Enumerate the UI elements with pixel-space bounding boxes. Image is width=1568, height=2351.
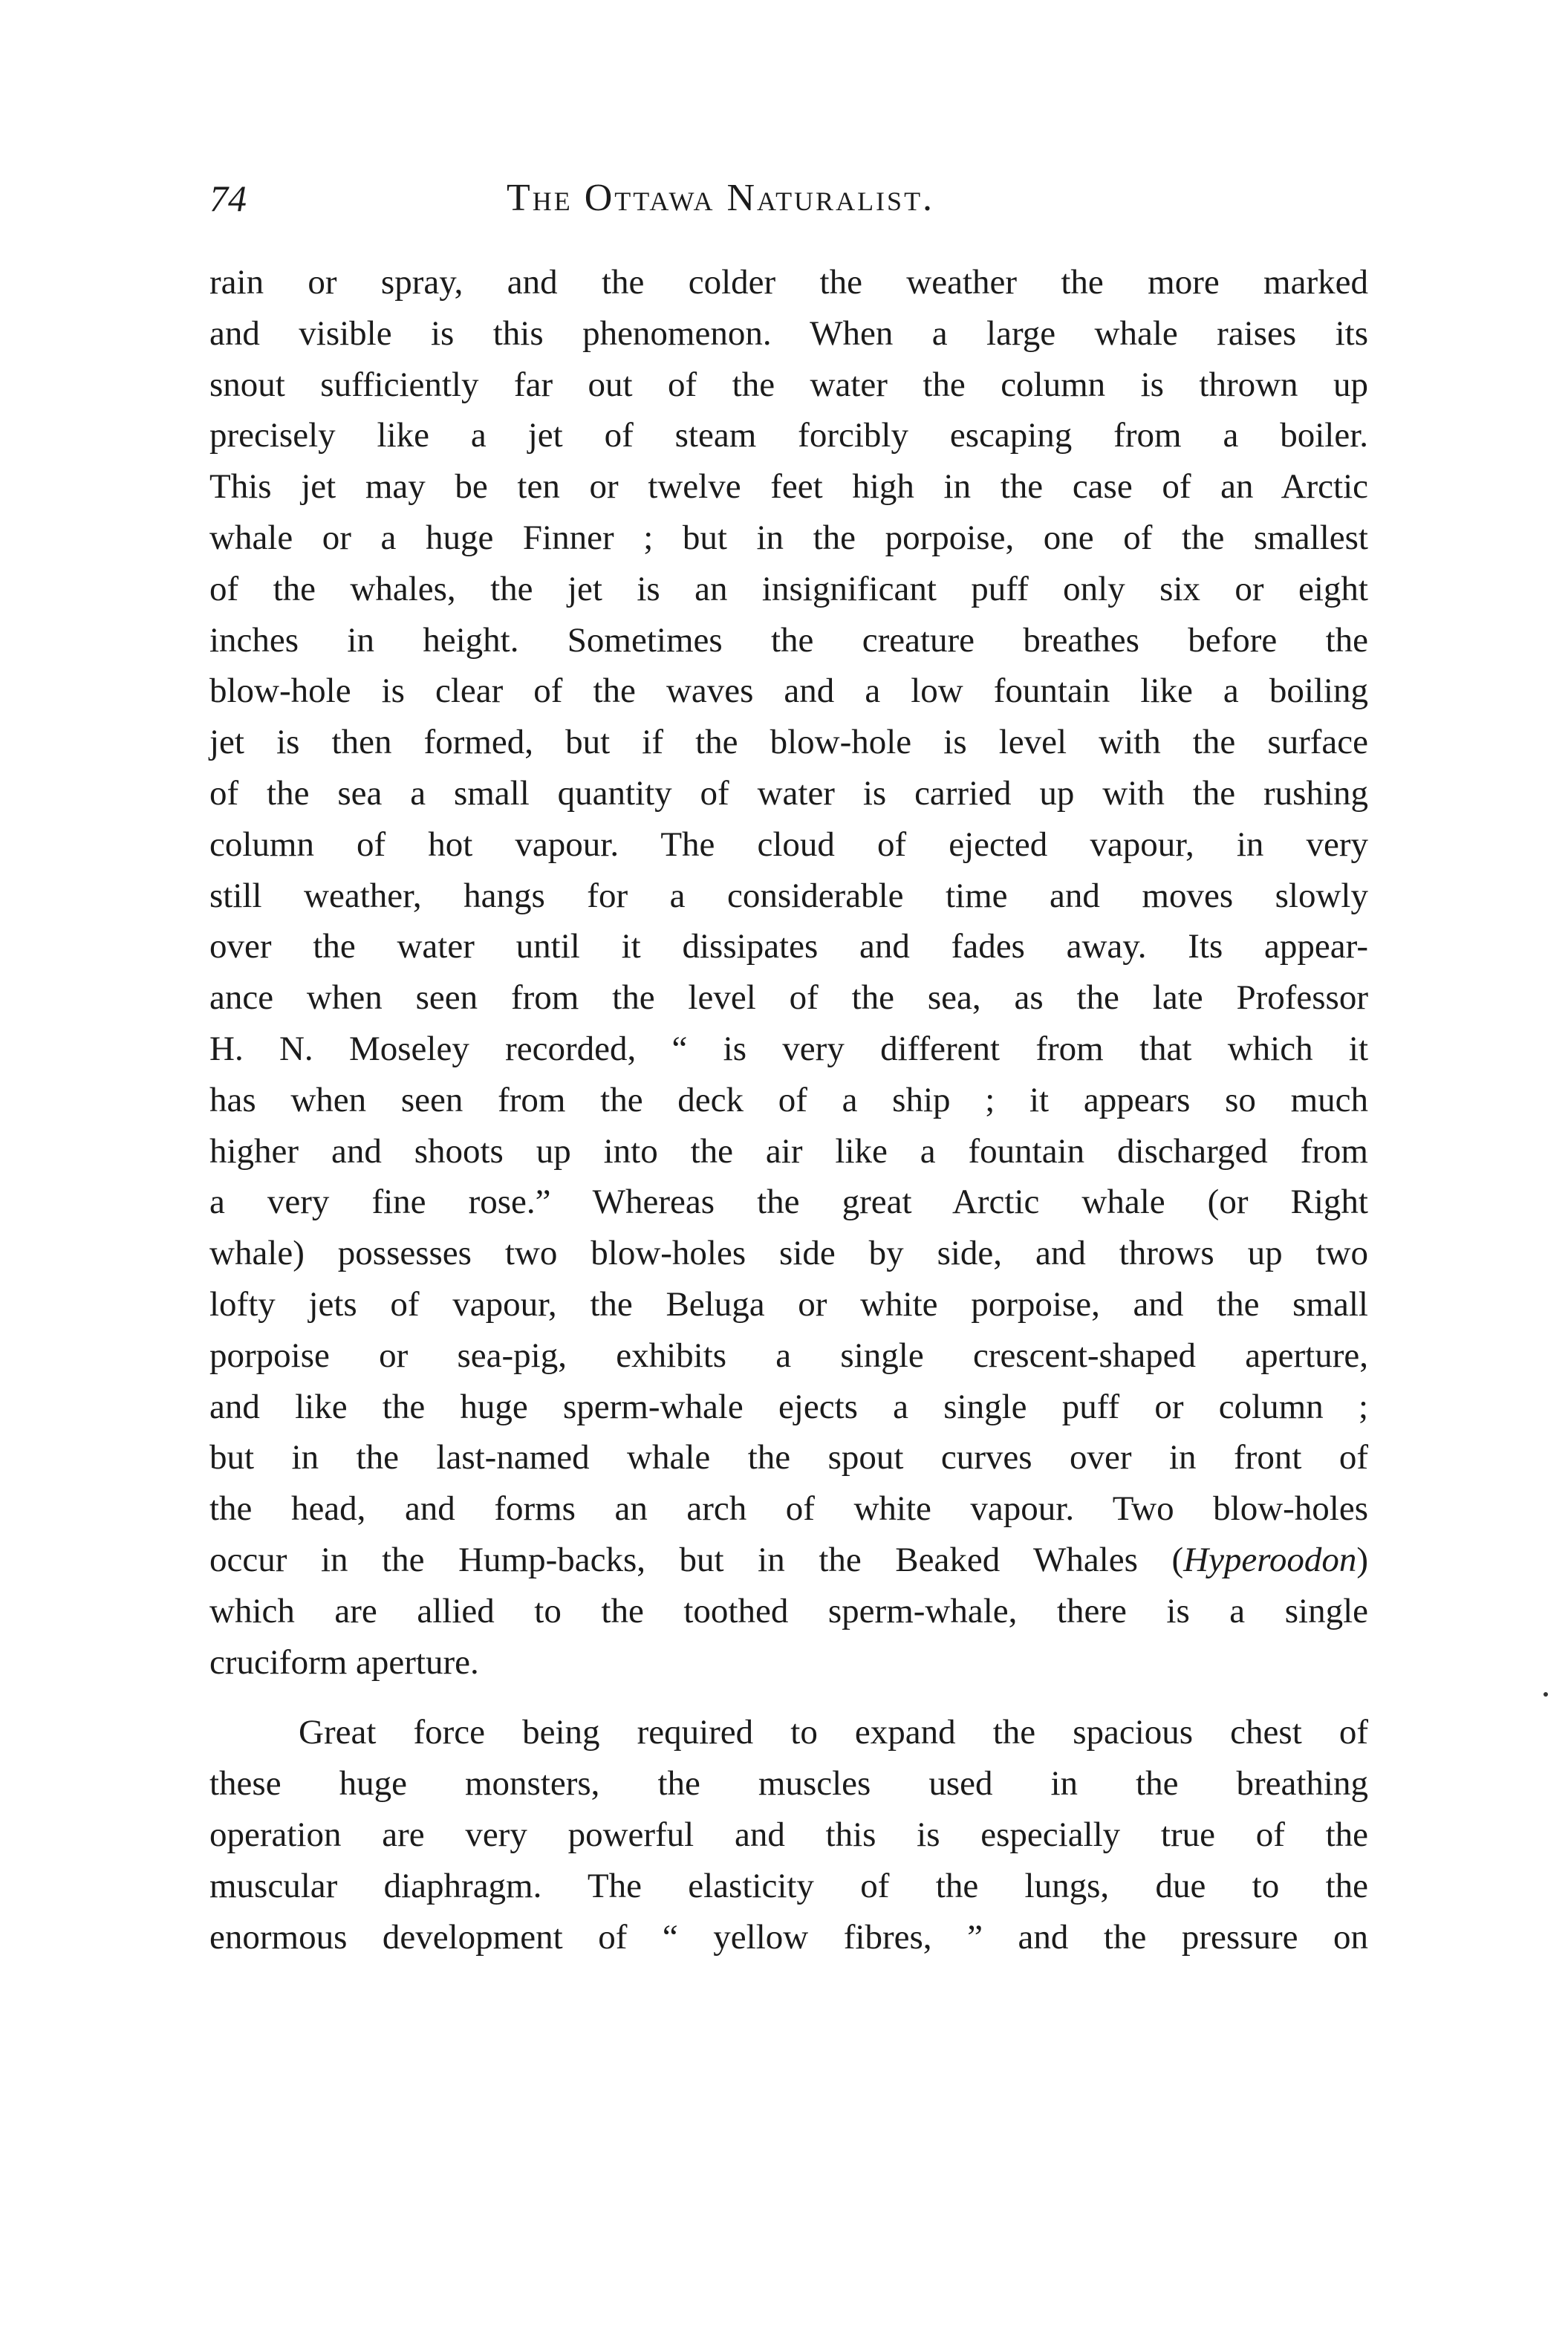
text-line: operation are very powerful and this is especially true of the (209, 1815, 1368, 1854)
text-line: muscular diaphragm. The elasticity of the lungs, due to the (209, 1866, 1368, 1905)
text-line: over the water until it dissipates and fades away. Its appear- (209, 927, 1368, 966)
text-line: higher and shoots up into the air like a fountain discharged from (209, 1131, 1368, 1171)
text-line: column of hot vapour. The cloud of ejected vapour, in very (209, 825, 1368, 864)
text-line: and like the huge sperm-whale ejects a single puff or column ; (209, 1387, 1368, 1426)
text-line: which are allied to the toothed sperm-whale, there is a single (209, 1591, 1368, 1630)
text-line: a very fine rose.” Whereas the great Arctic whale (or Right (209, 1183, 1368, 1222)
text-line: blow-hole is clear of the waves and a low fountain like a boiling (209, 672, 1368, 711)
text-line: has when seen from the deck of a ship ; it appears so much (209, 1080, 1368, 1119)
text-line: inches in height. Sometimes the creature breathes before the (209, 620, 1368, 660)
body-text (209, 257, 1368, 1963)
genus-name: Hyperoodon (1183, 1540, 1357, 1579)
text-line: rain or spray, and the colder the weather the more marked (209, 263, 1368, 302)
text-line: porpoise or sea-pig, exhibits a single crescent-shaped aperture, (209, 1336, 1368, 1375)
text-line: whale) possesses two blow-holes side by side, and throws up two (209, 1234, 1368, 1273)
text-line: snout sufficiently far out of the water the column is thrown up (209, 365, 1368, 404)
text-line: This jet may be ten or twelve feet high in the case of an Arctic (209, 467, 1368, 507)
paragraph-1 (209, 257, 1368, 1688)
text-line: H. N. Moseley recorded, “ is very different from that which it (209, 1029, 1368, 1068)
text-line: these huge monsters, the muscles used in the breathing (209, 1764, 1368, 1804)
text-line: of the whales, the jet is an insignificant puff only six or eight (209, 569, 1368, 608)
text-line: but in the last-named whale the spout curves over in front of (209, 1438, 1368, 1477)
text-line: cruciform aperture. (209, 1642, 479, 1682)
page-number: 74 (209, 178, 247, 219)
text-line: Great force being required to expand the spacious chest of (299, 1713, 1368, 1752)
text-line: precisely like a jet of steam forcibly escaping from a boiler. (209, 416, 1368, 455)
running-head (209, 172, 1368, 224)
paragraph-gap (209, 1688, 1368, 1707)
stray-ink-dot (1543, 1692, 1548, 1697)
paragraph-2 (209, 1707, 1368, 1963)
text-line: occur in the Hump-backs, but in the Beaked Whales (Hyperoodon) (209, 1540, 1368, 1579)
text-line: of the sea a small quantity of water is carried up with the rushing (209, 773, 1368, 813)
text-line: and visible is this phenomenon. When a large whale raises its (209, 313, 1368, 353)
text-line: still weather, hangs for a considerable time and moves slowly (209, 876, 1368, 915)
text-line: ance when seen from the level of the sea, as the late Professor (209, 978, 1368, 1018)
journal-title: The Ottawa Naturalist. (507, 177, 935, 219)
text-line: whale or a huge Finner ; but in the porpoise, one of the smallest (209, 518, 1368, 557)
text-line: the head, and forms an arch of white vapour. Two blow-holes (209, 1489, 1368, 1529)
text-line: enormous development of “ yellow fibres, ” and the pressure on (209, 1917, 1368, 1957)
text-line: lofty jets of vapour, the Beluga or white porpoise, and the small (209, 1284, 1368, 1324)
text-line: jet is then formed, but if the blow-hole is level with the surface (209, 723, 1368, 762)
